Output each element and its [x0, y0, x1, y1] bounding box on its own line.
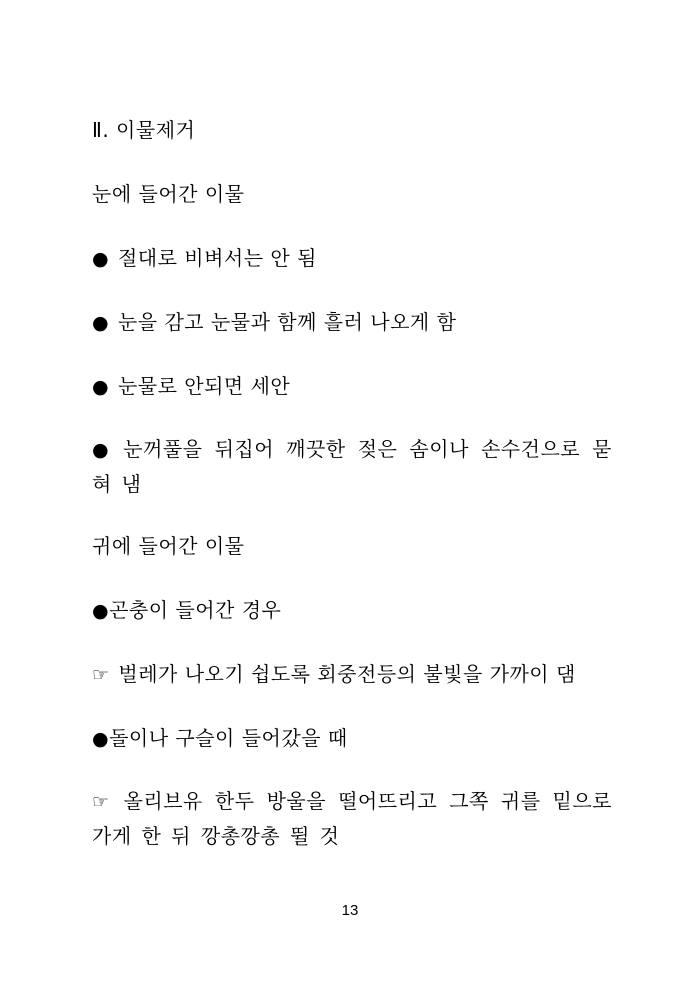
- list-subitem-text: 올리브유 한두 방울을 떨어뜨리고 그쪽 귀를 밑으로 가게 한 뒤 깡총깡총 뛸 것: [92, 789, 613, 848]
- pointing-hand-icon: ☞: [92, 664, 110, 686]
- bullet-icon: ●: [92, 376, 110, 398]
- list-item: [92, 432, 612, 501]
- list-item-text: 눈꺼풀을 뒤집어 깨끗한 젖은 솜이나 손수건으로 묻혀 냄: [92, 437, 613, 496]
- list-item: [92, 312, 612, 333]
- bullet-icon: ●: [92, 439, 110, 461]
- list-item: [92, 248, 612, 269]
- list-item-text: 눈물로 안되면 세안: [117, 374, 291, 398]
- bullet-icon: ●: [92, 728, 110, 750]
- bullet-icon: ●: [92, 248, 110, 270]
- list-item: [92, 600, 612, 621]
- list-item: [92, 376, 612, 397]
- pointing-hand-icon: ☞: [92, 791, 110, 813]
- list-item-text: 눈을 감고 눈물과 함께 흘러 나오게 함: [117, 310, 457, 334]
- list-item: [92, 728, 612, 749]
- list-subitem: [92, 784, 612, 853]
- list-item-text: 절대로 비벼서는 안 됨: [117, 246, 317, 270]
- section-heading: Ⅱ. 이물제거: [92, 118, 196, 142]
- list-subitem-text: 벌레가 나오기 쉽도록 회중전등의 불빛을 가까이 댐: [118, 662, 576, 686]
- ear-foreign-body-heading: 귀에 들어간 이물: [92, 534, 245, 558]
- list-item-text: 곤충이 들어간 경우: [109, 598, 282, 622]
- list-item-text: 돌이나 구슬이 들어갔을 때: [109, 726, 348, 750]
- list-subitem: [92, 664, 612, 685]
- bullet-icon: ●: [92, 312, 110, 334]
- page-number: 13: [341, 902, 359, 919]
- eye-foreign-body-heading: 눈에 들어간 이물: [92, 182, 245, 206]
- bullet-icon: ●: [92, 600, 110, 622]
